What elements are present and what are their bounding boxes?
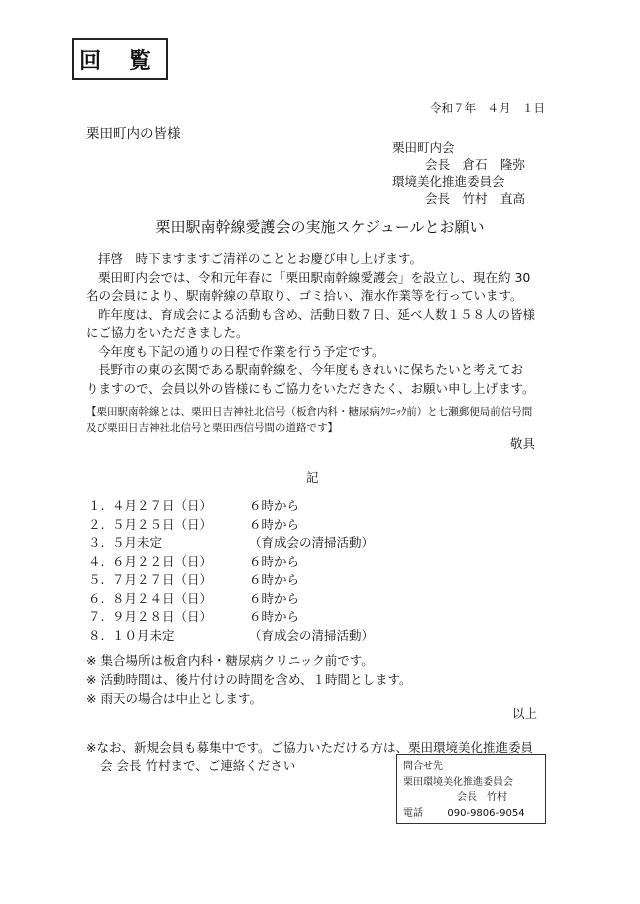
kairan-stamp: 回 覧	[72, 38, 168, 80]
closing-keigu: 敬具	[510, 436, 536, 451]
schedule-date: ９月２８日（日）	[112, 609, 213, 624]
ki-heading: 記	[306, 470, 319, 485]
sender-org-1: 栗田町内会	[392, 140, 455, 155]
note-item: ※ 集合場所は板倉内科・糖尿病クリニック前です。	[86, 653, 374, 668]
schedule-number: ６.	[88, 590, 105, 606]
schedule-row	[88, 516, 374, 535]
contact-phone-label: 電話	[403, 807, 423, 819]
document-date: 令和７年 ４月 １日	[430, 101, 545, 115]
body-line: にご協力をいただきました。	[86, 325, 249, 340]
sender-org-2: 環境美化推進委員会	[392, 174, 505, 189]
note-item: ※ 雨天の場合は中止とします。	[86, 691, 262, 706]
body-line: 名の会員により、駅南幹線の草取り、ゴミ拾い、潅水作業等を行っています。	[86, 288, 523, 303]
contact-phone-row	[403, 806, 539, 822]
document-title: 栗田駅南幹線愛護会の実施スケジュールとお願い	[155, 218, 485, 236]
schedule-date: ７月２７日（日）	[112, 572, 213, 587]
schedule-row	[88, 497, 374, 516]
body-line: 昨年度は、育成会による活動も含め、活動日数７日、延べ人数１５８人の皆様	[98, 306, 536, 322]
schedule-row	[88, 627, 374, 646]
sender-person-2: 会長 竹村 直高	[425, 191, 526, 206]
schedule-date: ５月未定	[112, 535, 163, 550]
body-line: 長野市の東の玄関である駅南幹線を、今年度もきれいに保ちたいと考えてお	[98, 362, 524, 377]
schedule-number: ５.	[88, 572, 105, 587]
body-line: 栗田町内会では、令和元年春に「栗田駅南幹線愛護会」を設立し、現在約 30	[98, 269, 531, 285]
notes-list	[86, 651, 411, 708]
schedule-time: ６時から	[249, 572, 300, 587]
body-text	[86, 250, 556, 398]
schedule-time: ６時から	[249, 516, 300, 532]
schedule-time: ６時から	[249, 553, 300, 569]
schedule-row	[88, 553, 374, 572]
schedule-number: ７.	[88, 609, 105, 624]
addressee: 栗田町内の皆様	[86, 126, 181, 142]
schedule-row	[88, 534, 374, 553]
recruit-line-1: ※なお、新規会員も募集中です。ご協力いただける方は、栗田環境美化推進委員	[86, 740, 533, 755]
contact-phone: 090-9806-9054	[447, 807, 525, 819]
schedule-list	[88, 497, 374, 645]
range-note-line: 及び栗田日吉神社北信号と栗田西信号間の道路です】	[86, 422, 338, 434]
recruit-line-2: 会 会長 竹村まで、ご連絡ください	[100, 758, 296, 773]
schedule-date: ６月２２日（日）	[112, 553, 213, 569]
schedule-time: ６時から	[249, 590, 300, 606]
schedule-row	[88, 571, 374, 590]
schedule-number: ２.	[88, 516, 105, 532]
schedule-date: ４月２７日（日）	[112, 498, 213, 513]
schedule-number: ３.	[88, 535, 105, 550]
schedule-date: ８月２４日（日）	[112, 590, 213, 606]
range-note	[86, 404, 532, 436]
contact-person: 会長 竹村	[457, 792, 507, 803]
contact-heading: 問合せ先	[403, 761, 443, 772]
ijo-end-mark: 以上	[512, 706, 538, 721]
schedule-number: ４.	[88, 553, 105, 569]
body-line: 拝啓 時下ますますご清祥のこととお慶び申し上げます。	[98, 251, 423, 266]
schedule-row	[88, 590, 374, 609]
schedule-row	[88, 608, 374, 627]
schedule-date: ５月２５日（日）	[112, 516, 213, 532]
body-line: 今年度も下記の通りの日程で作業を行う予定です。	[98, 343, 385, 359]
schedule-time: （育成会の清掃活動）	[249, 535, 375, 550]
schedule-number: １.	[88, 498, 105, 513]
contact-org: 栗田環境美化推進委員会	[403, 776, 513, 788]
body-line: りますので、会員以外の皆様にもご協力をいただきたく、お願い申し上げます。	[86, 380, 535, 396]
schedule-number: ８.	[88, 627, 105, 643]
schedule-time: ６時から	[249, 609, 300, 624]
note-item: ※ 活動時間は、後片付けの時間を含め、１時間とします。	[86, 672, 412, 687]
range-note-line: 【栗田駅南幹線とは、栗田日吉神社北信号（板倉内科・糖尿病ｸﾘﾆｯｸ前）と七瀬郵便局前信号間	[86, 406, 533, 418]
schedule-time: ６時から	[249, 498, 300, 513]
sender-person-1: 会長 倉石 隆弥	[425, 157, 526, 172]
contact-box	[396, 754, 546, 824]
schedule-date: １０月未定	[112, 627, 175, 643]
schedule-time: （育成会の清掃活動）	[249, 627, 375, 643]
